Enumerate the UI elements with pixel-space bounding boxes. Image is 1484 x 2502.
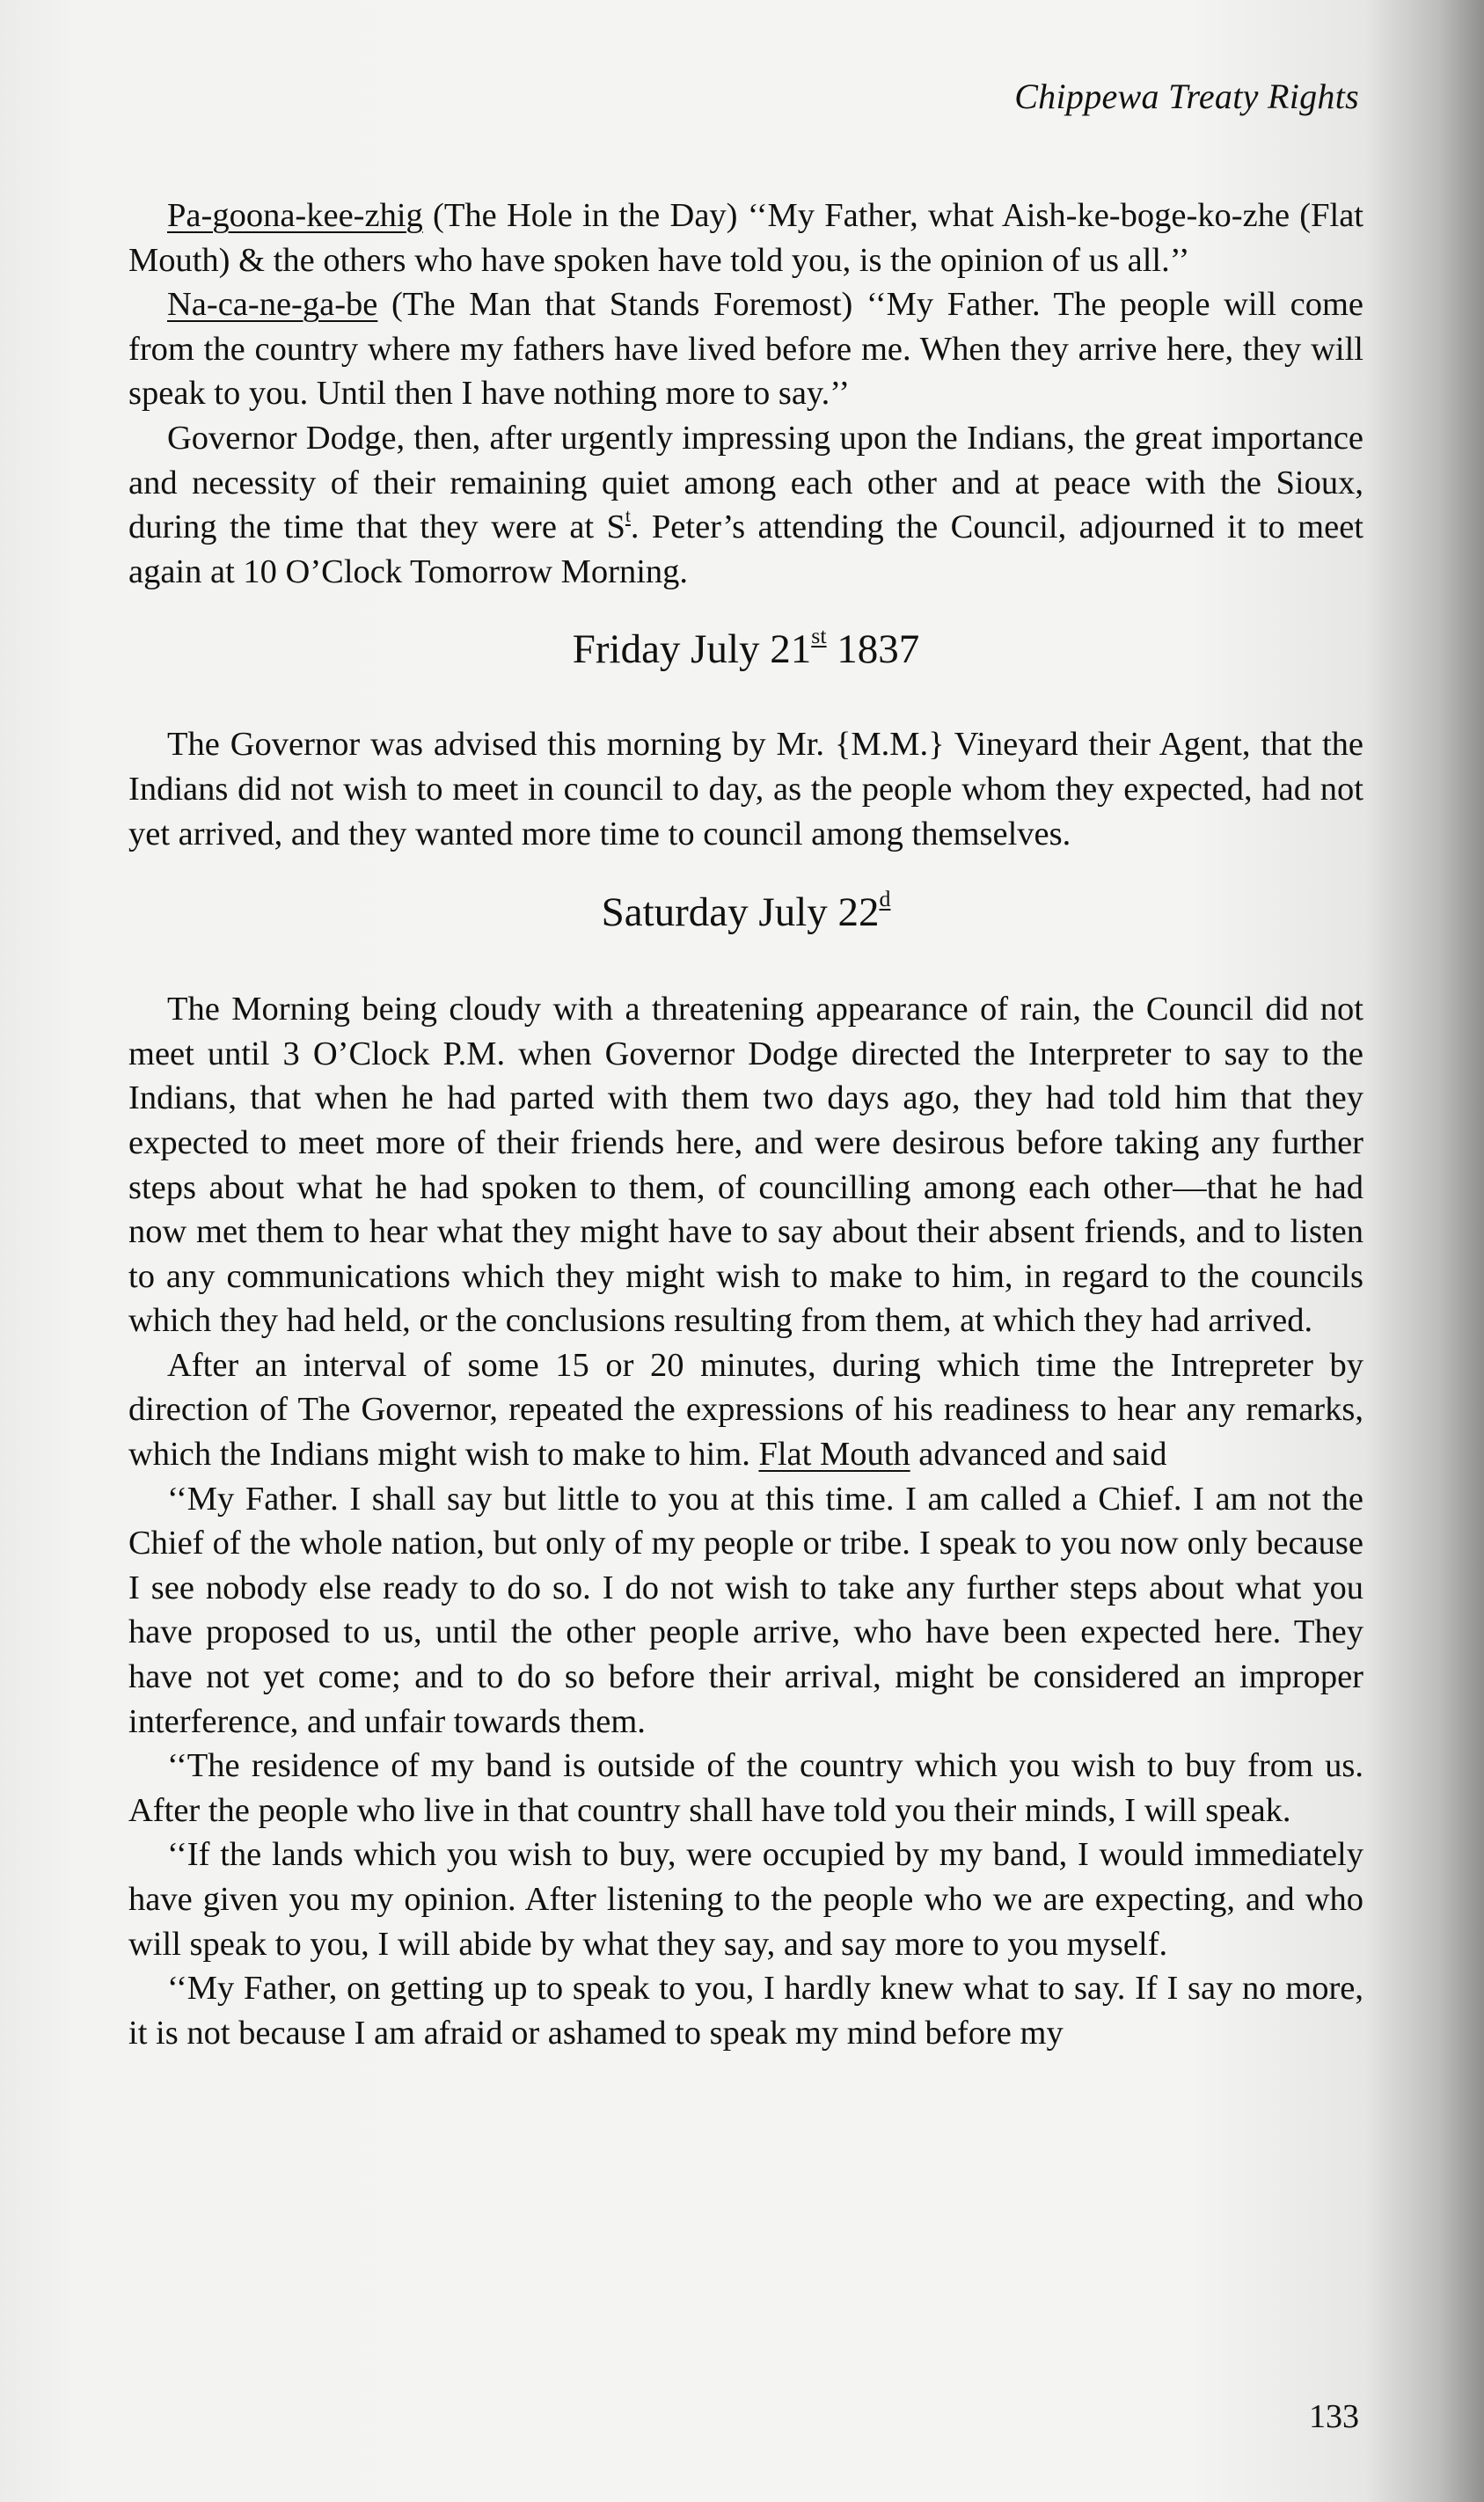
speaker-name: Na-ca-ne-ga-be [167, 286, 378, 324]
date-heading-friday [128, 623, 1363, 676]
paragraph-hole-in-the-day [128, 194, 1363, 282]
paragraph-governor-adjourns [128, 416, 1363, 594]
heading-text: Saturday July 22 [601, 889, 880, 936]
superscript: st [811, 623, 827, 649]
paragraph-flat-mouth-advances [128, 1343, 1363, 1477]
running-header: Chippewa Treaty Rights [1014, 77, 1359, 116]
paragraph-text: (The Hole in the Day) ‘‘My Father, what Aish-ke-boge-ko-zhe (Flat Mouth) & the others who have spoken have told you, is the opinion of us all.’’ [128, 197, 1363, 279]
heading-text: 1837 [826, 626, 920, 673]
paragraph-text: The Morning being cloudy with a threatening appearance of rain, the Council did not meet until 3 O’Clock P.M. when Governor Dodge directed the Interpreter to say to the Indians, that when he had parted with them two days ago, they had told him that they expected to meet more of their friends here, and were desirous before taking any further steps about what he had spoken to them, of councilling among each other—that he had now met them to hear what they might have to say about their absent friends, and to listen to any communications which they might wish to make to him, in regard to the councils which they had held, or the conclusions resulting from them, at which they had arrived. [128, 991, 1363, 1340]
date-heading-saturday [128, 886, 1363, 939]
page-body [128, 194, 1363, 2055]
speaker-name: Flat Mouth [758, 1436, 910, 1474]
paragraph-text: The Governor was advised this morning by Mr. {M.M.} Vineyard their Agent, that the Indians did not wish to meet in council to day, as the people whom they expected, had not yet arrived, and they wanted more time to council among themselves. [128, 726, 1363, 852]
paragraph-text: ‘‘My Father. I shall say but little to you at this time. I am called a Chief. I am not the Chief of the whole nation, but only of my people or tribe. I speak to you now only because I see nobody else ready to do so. I do not wish to take any further steps about what you have proposed to us, until the other people arrive, who have been expected here. They have not yet come; and to do so before their arrival, might be considered an improper interference, and unfair towards them. [128, 1480, 1363, 1740]
heading-text: Friday July 21 [572, 626, 812, 673]
paragraph-text: Governor Dodge, then, after urgently impressing upon the Indians, the great importance and necessity of their remaining quiet among each other and at peace with the Sioux, during the time that they were at S [128, 419, 1363, 546]
paragraph-agent-advice [128, 722, 1363, 856]
paragraph-text: ‘‘My Father, on getting up to speak to you, I hardly knew what to say. If I say no more, it is not because I am afraid or ashamed to speak my mind before my [128, 1970, 1363, 2052]
paragraph-text: . Peter’s attending the Council, adjourned it to meet again at 10 O’Clock Tomorrow Morning. [128, 508, 1363, 590]
paragraph-text: (The Man that Stands Foremost) ‘‘My Father. The people will come from the country where my fathers have lived before me. When they arrive here, they will speak to you. Until then I have nothing more to say.’’ [128, 286, 1363, 413]
page-number: 133 [1309, 2398, 1359, 2435]
paragraph-speech-4 [128, 1966, 1363, 2055]
speaker-name: Pa-goona-kee-zhig [167, 197, 423, 234]
superscript: d [879, 886, 891, 912]
paragraph-text: advanced and said [910, 1436, 1167, 1474]
superscript: t [625, 505, 631, 527]
paragraph-man-that-stands-foremost [128, 282, 1363, 416]
paragraph-text: After an interval of some 15 or 20 minutes, during which time the Intrepreter by direction of The Governor, repeated the expressions of his readiness to hear any remarks, which the Indians might wish to make to him. [128, 1346, 1363, 1474]
paragraph-speech-2 [128, 1744, 1363, 1833]
paragraph-text: ‘‘If the lands which you wish to buy, were occupied by my band, I would immediately have given you my opinion. After listening to the people who we are expecting, and who will speak to you, I will abide by what they say, and say more to you myself. [128, 1836, 1363, 1963]
paragraph-speech-3 [128, 1833, 1363, 1966]
paragraph-text: ‘‘The residence of my band is outside of the country which you wish to buy from us. After the people who live in that country shall have told you their minds, I will speak. [128, 1747, 1363, 1829]
paragraph-council-meets [128, 987, 1363, 1343]
paragraph-speech-1 [128, 1477, 1363, 1745]
